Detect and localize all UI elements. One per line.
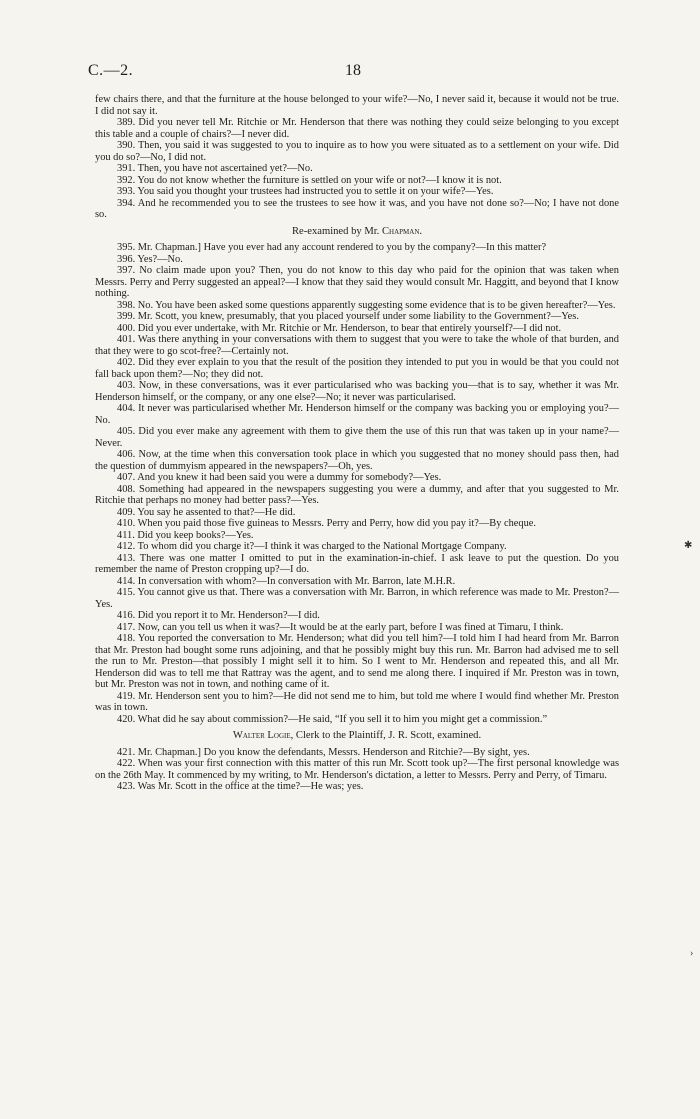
paragraph: 409. You say he assented to that?—He did. <box>117 506 296 518</box>
page-number: 18 <box>345 62 361 79</box>
section-heading-reexamined <box>95 226 619 238</box>
paragraph: 412. To whom did you charge it?—I think it was charged to the National Mortgage Company. <box>117 541 507 552</box>
paragraph: 420. What did he say about commission?—He said, “If you sell it to him you might get a commission.” <box>117 713 548 725</box>
margin-mark: ✱ <box>684 540 693 551</box>
paragraph: 395. Mr. Chapman.] Have you ever had any account rendered to you by the company?—In this matter? <box>117 242 547 253</box>
heading-text: Re-examined by Mr. <box>291 225 382 237</box>
paragraph: 422. When was your first connection with this matter of this run Mr. Scott took up?—The first personal knowledge was on the 26th May. It commenced by my writing, to Mr. Henderson's dictation, a letter to Messrs. Perry and Perry, of Timaru. <box>95 758 619 781</box>
paragraph: 408. Something had appeared in the newspapers suggesting you were a dummy, and after that you suggested to Mr. Ritchie that perhaps no money had better pass?—Yes. <box>95 483 619 506</box>
document-code: C.—2. <box>88 62 134 79</box>
paragraph: 418. You reported the conversation to Mr. Henderson; what did you tell him?—I told him I had heard from Mr. Barron that Mr. Preston had bought some runs adjoining, and that he possibly might buy this run. Mr. Barron had advised me to sell the run to Mr. Preston—that possibly I might sell it to him. So I went to Mr. Henderson and repeated this, and all Mr. Henderson did was to tell me that Rattray was the agent, and to send me along there. I inquired if Mr. Preston was in town, but Mr. Preston was not in town, and nothing came of it. <box>95 633 619 690</box>
paragraph: 406. Now, at the time when this conversation took place in which you suggested that no money should pass then, had the question of dummyism appeared in the newspapers?—Oh, yes. <box>95 449 619 472</box>
paragraph: 417. Now, can you tell us when it was?—It would be at the early part, before I was fined at Timaru, I think. <box>117 621 564 633</box>
paragraph: 403. Now, in these conversations, was it ever particularised who was backing you—that is to say, whether it was Mr. Henderson himself, or the company, or any one else?—No; it never was particularised. <box>95 380 619 403</box>
witness-description: , Clerk to the Plaintiff, J. R. Scott, examined. <box>290 730 482 741</box>
paragraph: 389. Did you never tell Mr. Ritchie or Mr. Henderson that there was nothing they could seize belonging to you except this table and a couple of chairs?—I never did. <box>95 117 619 140</box>
paragraph: 416. Did you report it to Mr. Henderson?—I did. <box>117 610 320 621</box>
paragraph: 394. And he recommended you to see the trustees to see how it was, and you have not done so?—No; I have not done so. <box>95 197 619 220</box>
paragraph: 391. Then, you have not ascertained yet?—No. <box>117 163 313 174</box>
paragraph: 410. When you paid those five guineas to Messrs. Perry and Perry, how did you pay it?—By cheque. <box>117 518 537 529</box>
document-body <box>95 94 619 793</box>
paragraph: 407. And you knew it had been said you were a dummy for somebody?—Yes. <box>117 472 442 483</box>
paragraph: 400. Did you ever undertake, with Mr. Ritchie or Mr. Henderson, to bear that entirely yourself?—I did not. <box>117 322 562 334</box>
paragraph: 398. No. You have been asked some questions apparently suggesting some evidence that is to be given hereafter?—Yes. <box>117 299 616 311</box>
paragraph: 411. Did you keep books?—Yes. <box>117 529 254 541</box>
paragraph: 399. Mr. Scott, you knew, presumably, that you placed yourself under some liability to the Government?—Yes. <box>117 311 579 322</box>
section-heading-witness <box>95 730 619 742</box>
margin-mark: › <box>690 948 694 959</box>
paragraph: 404. It never was particularised whether Mr. Henderson himself or the company was backing you or employing you?—No. <box>95 403 619 426</box>
paragraph: 415. You cannot give us that. There was a conversation with Mr. Barron, in which reference was made to Mr. Preston?—Yes. <box>95 587 619 610</box>
paragraph: 390. Then, you said it was suggested to you to inquire as to how you were situated as to a settlement on your wife. Did you do so?—No, I did not. <box>95 140 619 163</box>
paragraph: 405. Did you ever make any agreement with them to give them the use of this run that was taken up in your name?—Never. <box>95 426 619 449</box>
witness-name: Walter Logie <box>232 730 291 741</box>
paragraph: 392. You do not know whether the furniture is settled on your wife or not?—I know it is not. <box>117 174 502 186</box>
paragraph: 414. In conversation with whom?—In conversation with Mr. Barron, late M.H.R. <box>117 575 456 587</box>
paragraph: 401. Was there anything in your conversations with them to suggest that you were to take the whole of that burden, and that they were to go scot-free?—Certainly not. <box>95 334 619 357</box>
paragraph: 396. Yes?—No. <box>117 253 183 265</box>
paragraph: 413. There was one matter I omitted to put in the examination-in-chief. I ask leave to put the question. Do you remember the name of Preston cropping up?—I do. <box>95 552 619 575</box>
paragraph: 397. No claim made upon you? Then, you do not know to this day who paid for the opinion that was taken when Messrs. Perry and Perry suggested an appeal?—I know that they said they would consult Mr. Haggitt, and beyond that I know nothing. <box>95 265 619 299</box>
paragraph: 402. Did they ever explain to you that the result of the position they intended to put you in would be that you could not fall back upon them?—No; they did not. <box>95 357 619 380</box>
paragraph: 393. You said you thought your trustees had instructed you to settle it on your wife?—Yes. <box>117 186 494 197</box>
paragraph: 423. Was Mr. Scott in the office at the time?—He was; yes. <box>117 781 364 792</box>
heading-name: Chapman. <box>381 225 423 237</box>
paragraph: 419. Mr. Henderson sent you to him?—He did not send me to him, but told me where I would find whether Mr. Preston was in town. <box>95 690 619 713</box>
paragraph: 421. Mr. Chapman.] Do you know the defendants, Messrs. Henderson and Ritchie?—By sight, yes. <box>117 746 530 758</box>
page-header <box>88 62 620 84</box>
paragraph: few chairs there, and that the furniture at the house belonged to your wife?—No, I never said it, because it would not be true. I did not say it. <box>95 94 619 117</box>
